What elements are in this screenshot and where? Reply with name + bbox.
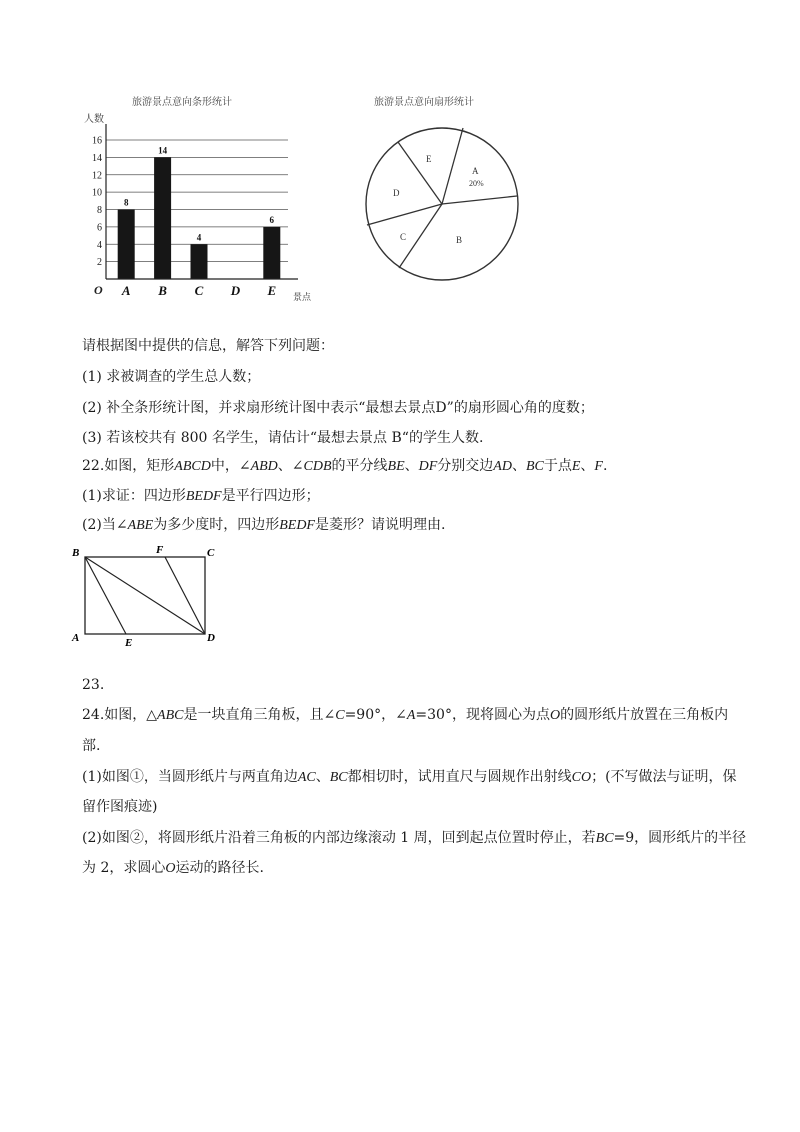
q22-part2: (2)当∠ABE为多少度时，四边形BEDF是菱形？请说明理由.: [82, 517, 446, 533]
q24-stem-line1: 24.如图，△ABC是一块直角三角板，且∠C=90°，∠A=30°，现将圆心为点O的圆形纸片放置在三角板内: [82, 707, 729, 723]
q24-part2-line1: (2)如图②，将圆形纸片沿着三角板的内部边缘滚动 1 周，回到起点位置时停止，若BC=9，圆形纸片的半径: [82, 830, 747, 846]
point-f: F: [156, 544, 164, 556]
q21-part3: (3) 若该校共有 800 名学生，请估计“最想去景点 B“的学生人数.: [82, 430, 484, 446]
bar-ytick-label: 2: [97, 257, 102, 269]
bar-data-label: 6: [269, 214, 275, 225]
bar-data-label: 4: [196, 232, 202, 243]
bar-ytick-label: 4: [97, 239, 102, 251]
bar-c: [191, 244, 208, 279]
q21-part1: (1) 求被调查的学生总人数；: [82, 369, 261, 385]
segment-be: [85, 557, 126, 634]
bar-ytick-label: 8: [97, 205, 102, 216]
q23-label: 23.: [82, 677, 105, 693]
bar-chart-ylabel: 人数: [84, 114, 104, 125]
point-d: D: [207, 632, 215, 644]
bar-chart-title: 旅游景点意向条形统计: [132, 97, 232, 108]
pie-label-a-percent: 20%: [469, 179, 484, 188]
bar-e: [263, 227, 280, 279]
pie-chart: [355, 88, 535, 288]
pie-label-e: E: [426, 154, 432, 164]
bar-ytick-label: 6: [97, 222, 102, 234]
bar-xtick-label: D: [230, 283, 241, 298]
pie-label-d: D: [393, 188, 400, 198]
pie-label-b: B: [456, 235, 463, 245]
bar-chart: [80, 88, 340, 313]
bar-xtick-label: B: [158, 283, 167, 298]
q24-part2-line2: 为 2，求圆心O运动的路径长.: [82, 860, 264, 876]
bar-ytick-label: 10: [92, 187, 102, 199]
bar-xtick-label: E: [267, 283, 277, 298]
bar-ytick-label: 14: [92, 152, 102, 164]
bar-a: [118, 210, 135, 280]
bar-marks: [118, 145, 281, 279]
bar-ytick-label: 12: [92, 170, 102, 182]
pie-label-a: A: [472, 166, 479, 176]
point-c: C: [207, 547, 215, 559]
q24-stem-line2: 部.: [82, 738, 101, 754]
bar-data-label: 8: [123, 197, 129, 208]
segment-fd: [165, 557, 205, 634]
bar-data-label: 14: [158, 145, 168, 156]
bar-b: [154, 157, 171, 279]
bar-xtick-label: C: [194, 283, 204, 298]
pie-chart-title: 旅游景点意向扇形统计: [374, 97, 474, 108]
bar-origin: O: [94, 283, 103, 297]
q22-stem: 22.如图，矩形ABCD中，∠ABD、∠CDB的平分线BE、DF分别交边AD、BC于点E、F.: [82, 458, 608, 474]
bar-xticks: [121, 283, 277, 298]
q21-intro: 请根据图中提供的信息，解答下列问题：: [82, 338, 334, 354]
point-e: E: [125, 637, 133, 649]
point-b: B: [72, 547, 80, 559]
q22-figure: [70, 543, 230, 651]
point-a: A: [72, 632, 80, 644]
q22-part1: (1)求证：四边形BEDF是平行四边形；: [82, 488, 320, 504]
bar-yticks: [92, 136, 102, 269]
q21-part2: (2) 补全条形统计图，并求扇形统计图中表示“最想去景点D”的扇形圆心角的度数；: [82, 400, 594, 416]
bar-xtick-label: A: [121, 283, 131, 298]
pie-label-c: C: [400, 232, 407, 242]
q24-part1-line2: 留作图痕迹): [82, 799, 158, 815]
q24-part1-line1: (1)如图①，当圆形纸片与两直角边AC、BC都相切时，试用直尺与圆规作出射线CO；(不写做法与证明，保: [82, 769, 737, 785]
bar-chart-xlabel: 景点: [293, 292, 312, 302]
diagonal-bd: [85, 557, 205, 634]
bar-ytick-label: 16: [92, 135, 102, 147]
